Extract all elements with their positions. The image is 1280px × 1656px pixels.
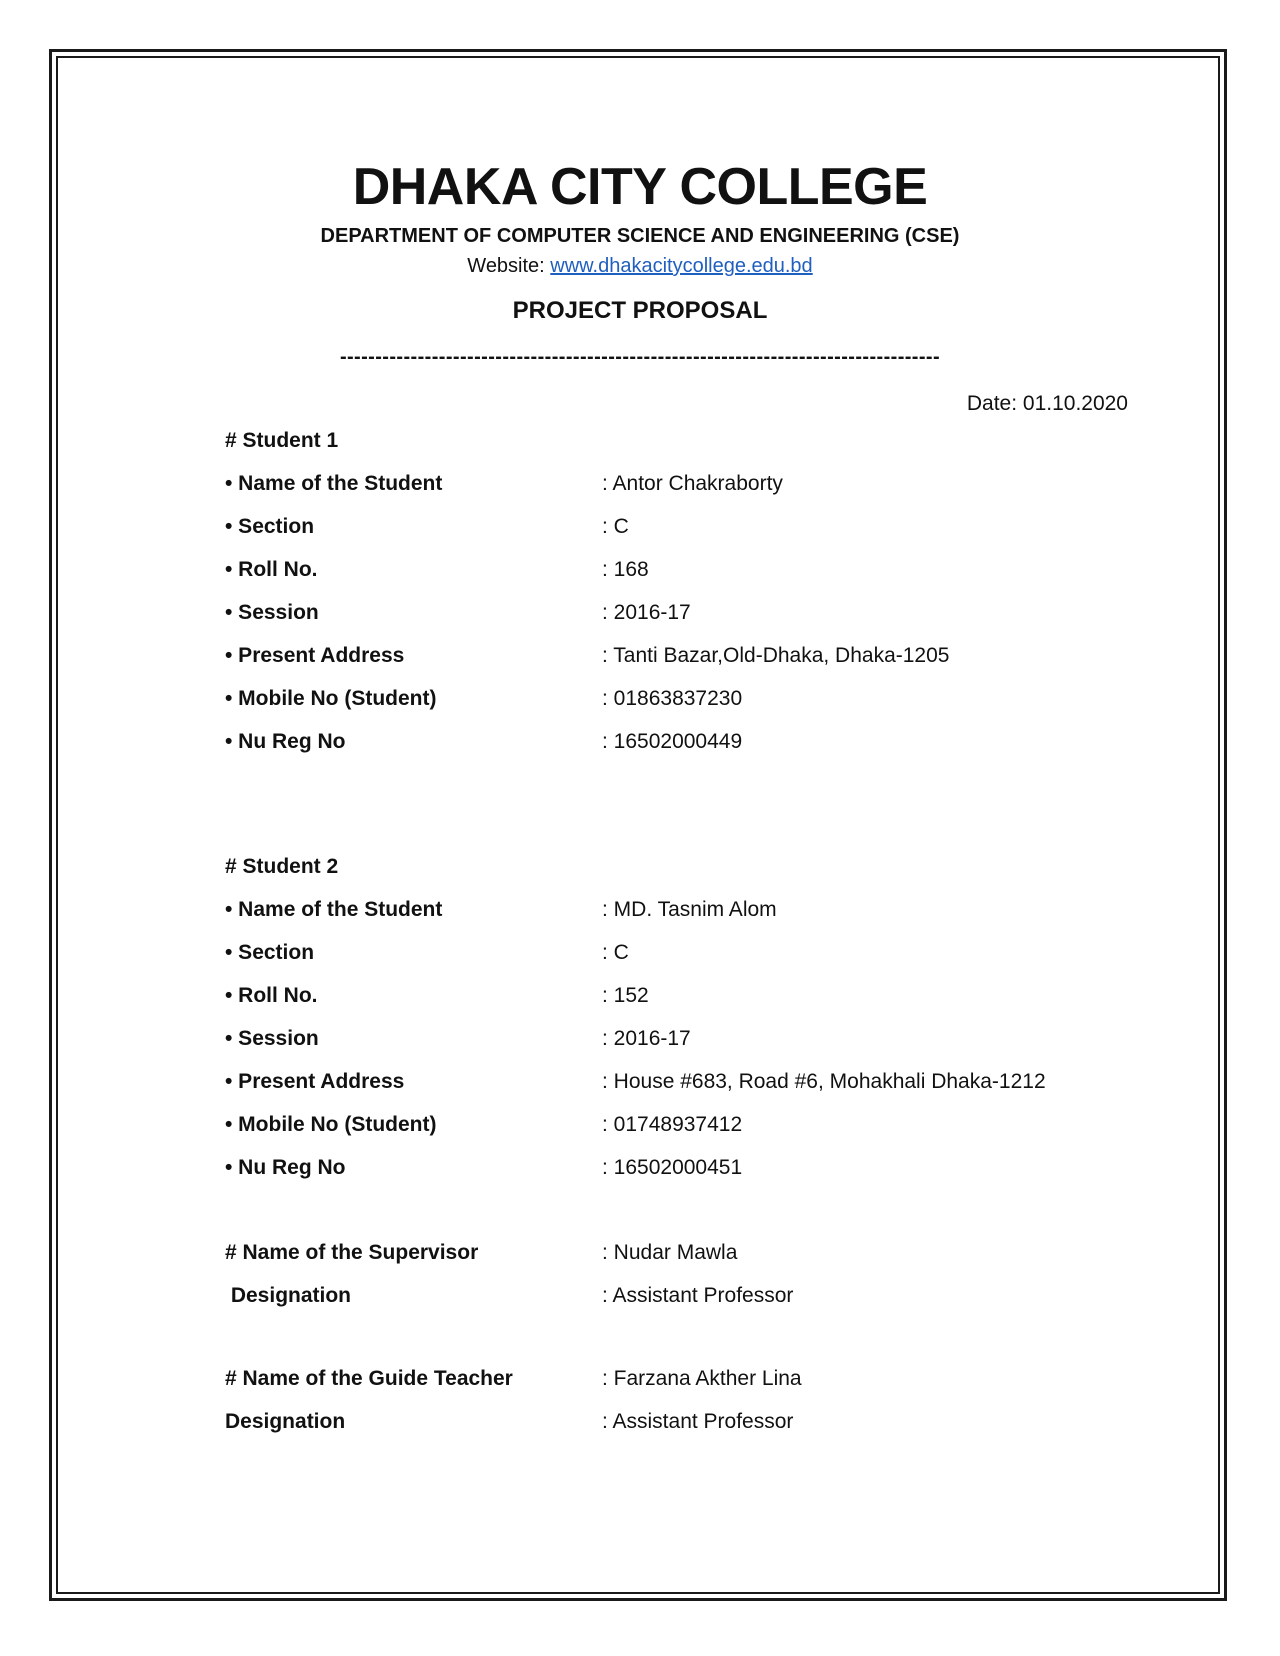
website-label: Website: [467,255,551,277]
supervisor-designation: : Assistant Professor [602,1284,794,1307]
field-value: : 16502000449 [602,730,743,753]
field-label: • Session [225,601,319,624]
supervisor-designation-label: Designation [225,1284,352,1307]
field-label: • Mobile No (Student) [225,1113,437,1136]
field-label: • Session [225,1027,319,1050]
guide-teacher-name: : Farzana Akther Lina [602,1367,802,1390]
field-value: : 168 [602,558,649,581]
field-value: : 16502000451 [602,1156,743,1179]
student-1-section-row [225,511,1125,543]
field-label: • Name of the Student [225,898,443,921]
student-1-mobile-row [225,683,1125,715]
field-value: : 01748937412 [602,1113,743,1136]
college-name: DHAKA CITY COLLEGE [352,158,928,216]
guide-teacher-designation-label: Designation [225,1410,346,1433]
supervisor-label: # Name of the Supervisor [225,1241,479,1264]
guide-teacher-designation: : Assistant Professor [602,1410,794,1433]
field-label: • Present Address [225,644,405,667]
field-label: • Mobile No (Student) [225,687,437,710]
student-2-mobile-row [225,1109,1125,1141]
student-1-name-row [225,468,1125,500]
document-title: PROJECT PROPOSAL [512,297,768,324]
supervisor-name-row [225,1237,1125,1269]
guide-teacher-name-row [225,1363,1125,1395]
student-1-heading: # Student 1 [225,429,339,452]
field-value: : Tanti Bazar,Old-Dhaka, Dhaka-1205 [602,644,950,667]
dashed-divider: ------------------------------------------------------------------------------------- [339,346,941,368]
field-label: • Nu Reg No [225,1156,346,1179]
supervisor-designation-row [225,1280,1125,1312]
student-2-heading: # Student 2 [225,855,339,878]
field-value: : 2016-17 [602,1027,691,1050]
field-value: : Antor Chakraborty [602,472,783,495]
guide-teacher-label: # Name of the Guide Teacher [225,1367,513,1390]
proposal-date: Date: 01.10.2020 [966,392,1128,415]
website-line [0,252,1280,280]
field-value: : 2016-17 [602,601,691,624]
field-value: : House #683, Road #6, Mohakhali Dhaka-1212 [602,1070,1046,1093]
field-value: : MD. Tasnim Alom [602,898,777,921]
field-label: • Section [225,941,315,964]
website-link[interactable]: www.dhakacitycollege.edu.bd [550,255,813,277]
field-label: • Roll No. [225,558,318,581]
student-1-session-row [225,597,1125,629]
student-2-name-row [225,894,1125,926]
student-2-reg-row [225,1152,1125,1184]
student-2-address-row [225,1066,1125,1098]
field-label: • Nu Reg No [225,730,346,753]
student-2-session-row [225,1023,1125,1055]
student-2-section-row [225,937,1125,969]
field-label: • Section [225,515,315,538]
field-value: : 01863837230 [602,687,743,710]
field-value: : 152 [602,984,649,1007]
field-label: • Roll No. [225,984,318,1007]
supervisor-name: : Nudar Mawla [602,1241,738,1264]
field-value: : C [602,515,629,538]
guide-teacher-designation-row [225,1406,1125,1438]
field-label: • Name of the Student [225,472,443,495]
field-value: : C [602,941,629,964]
department-name: DEPARTMENT OF COMPUTER SCIENCE AND ENGINEERING (CSE) [320,225,960,247]
student-1-reg-row [225,726,1125,758]
student-1-address-row [225,640,1125,672]
student-2-roll-row [225,980,1125,1012]
field-label: • Present Address [225,1070,405,1093]
student-1-roll-row [225,554,1125,586]
